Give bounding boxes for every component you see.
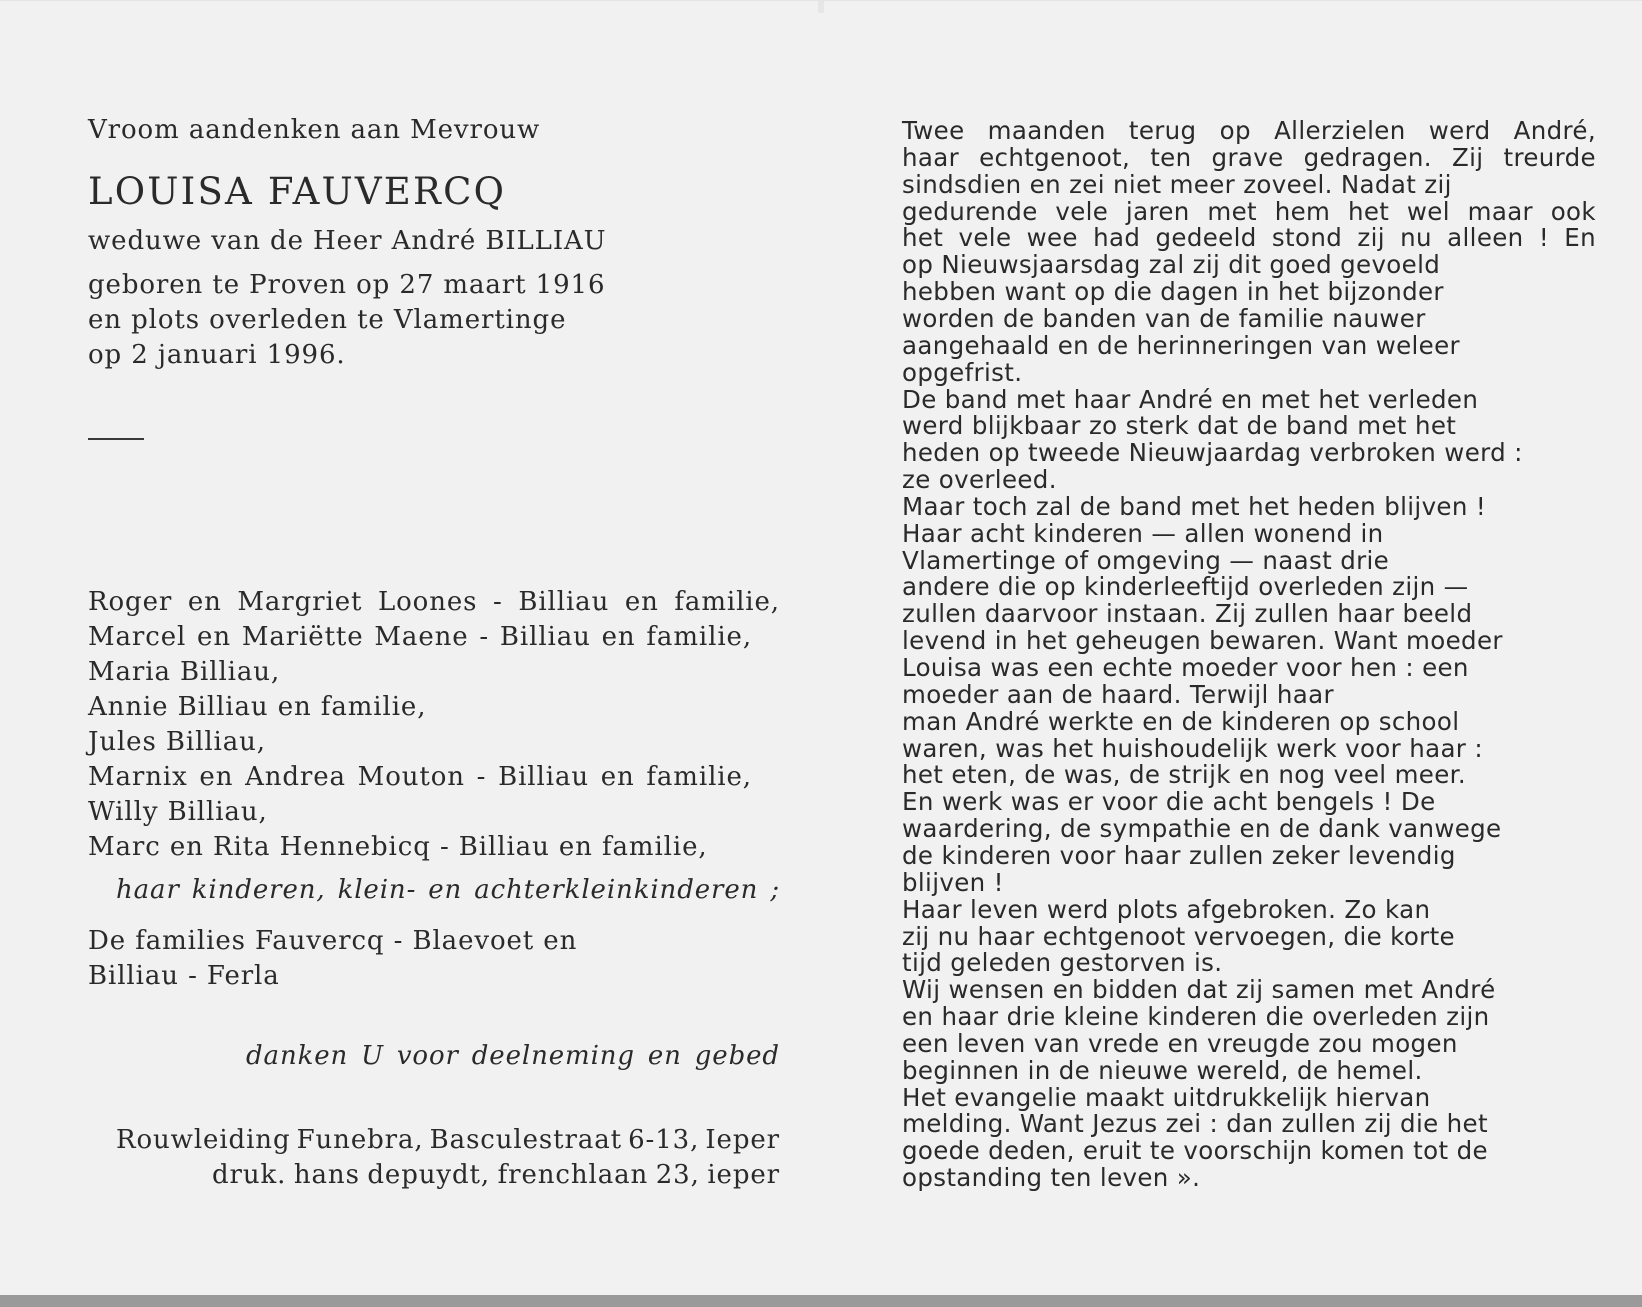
text-line: haar echtgenoot, ten grave gedragen. Zij treurde [902, 142, 1596, 172]
text-line: ze overleed. [902, 465, 1057, 495]
text-line: heden op tweede Nieuwjaardag verbroken werd : [902, 438, 1523, 468]
text-line: En werk was er voor die acht bengels ! De [902, 787, 1436, 817]
text-line: Het evangelie maakt uitdrukkelijk hiervan [902, 1082, 1431, 1112]
text-line: sindsdien en zei niet meer zoveel. Nadat zij [902, 169, 1452, 199]
text-line: worden de banden van de familie nauwer [902, 303, 1426, 333]
text-line: aangehaald en de herinneringen van weleer [902, 330, 1460, 360]
birth-line: geboren te Proven op 27 maart 1916 [88, 270, 606, 300]
text-line: opstanding ten leven ». [902, 1163, 1201, 1193]
family-line: Maria Billiau, [88, 657, 281, 687]
text-line: goede deden, eruit te voorschijn komen tot de [902, 1136, 1488, 1166]
text-line: hebben want op die dagen in het bijzonder [902, 277, 1444, 307]
text-line: het eten, de was, de strijk en nog veel meer. [902, 760, 1466, 790]
intro-line: Vroom aandenken aan Mevrouw [88, 115, 541, 145]
family-line: Marnix en Andrea Mouton - Billiau en familie, [88, 762, 752, 792]
text-line: beginnen in de nieuwe wereld, de hemel. [902, 1055, 1423, 1085]
text-line: waren, was het huishoudelijk werk voor haar : [902, 733, 1483, 763]
family-line: Willy Billiau, [88, 797, 268, 827]
family-tail: haar kinderen, klein- en achterkleinkinderen ; [116, 875, 780, 905]
family-line: Annie Billiau en familie, [88, 692, 427, 722]
deceased-name: LOUISA FAUVERCQ [88, 170, 507, 213]
card-fold [818, 1, 824, 13]
families-line-2: Billiau - Ferla [88, 961, 280, 991]
text-line: waardering, de sympathie en de dank vanwege [902, 814, 1502, 844]
text-line: Twee maanden terug op Allerzielen werd André, [902, 116, 1596, 145]
text-line: een leven van vrede en vreugde zou mogen [902, 1028, 1458, 1058]
text-line: opgefrist. [902, 357, 1023, 387]
text-line: en haar drie kleine kinderen die overleden zijn [902, 1002, 1490, 1032]
text-line: de kinderen voor haar zullen zeker levendig [902, 840, 1456, 870]
text-line: melding. Want Jezus zei : dan zullen zij die het [902, 1109, 1488, 1139]
death-line-2: op 2 januari 1996. [88, 340, 346, 370]
text-line: het vele wee had gedeeld stond zij nu alleen ! En [902, 223, 1596, 253]
text-line: man André werkte en de kinderen op school [902, 706, 1460, 736]
text-line: blijven ! [902, 867, 1004, 897]
undertaker-line: Rouwleiding Funebra, Basculestraat 6-13, Ieper [116, 1125, 780, 1155]
text-line: tijd geleden gestorven is. [902, 948, 1223, 978]
scan-edge [0, 1295, 1642, 1307]
text-line: werd blijkbaar zo sterk dat de band met het [902, 411, 1457, 441]
text-line: Haar leven werd plots afgebroken. Zo kan [902, 894, 1431, 924]
text-line: De band met haar André en met het verleden [902, 384, 1479, 414]
text-line: moeder aan de haard. Terwijl haar [902, 679, 1334, 709]
text-line: levend in het geheugen bewaren. Want moeder [902, 626, 1503, 656]
widow-line: weduwe van de Heer André BILLIAU [88, 226, 607, 256]
text-line: andere die op kinderleeftijd overleden zijn — [902, 572, 1469, 602]
text-line: gedurende vele jaren met hem het wel maar ook [902, 196, 1596, 226]
text-line: Haar acht kinderen — allen wonend in [902, 518, 1384, 548]
text-line: Vlamertinge of omgeving — naast drie [902, 545, 1390, 575]
separator-rule [88, 438, 144, 440]
printer-line: druk. hans depuydt, frenchlaan 23, ieper [212, 1160, 780, 1190]
family-line: Jules Billiau, [88, 727, 266, 757]
thanks-line: danken U voor deelneming en gebed [246, 1041, 780, 1071]
text-line: op Nieuwsjaarsdag zal zij dit goed gevoeld [902, 250, 1441, 280]
family-line: Marcel en Mariëtte Maene - Billiau en familie, [88, 622, 752, 652]
text-line: Louisa was een echte moeder voor hen : een [902, 653, 1469, 682]
family-line: Marc en Rita Hennebicq - Billiau en familie, [88, 832, 708, 862]
text-line: zullen daarvoor instaan. Zij zullen haar beeld [902, 599, 1473, 629]
families-line-1: De families Fauvercq - Blaevoet en [88, 926, 578, 956]
text-line: Maar toch zal de band met het heden blijven ! [902, 491, 1487, 521]
text-line: Wij wensen en bidden dat zij samen met André [902, 975, 1496, 1005]
death-line-1: en plots overleden te Vlamertinge [88, 305, 567, 335]
family-line: Roger en Margriet Loones - Billiau en familie, [88, 587, 780, 617]
text-line: zij nu haar echtgenoot vervoegen, die korte [902, 921, 1455, 951]
